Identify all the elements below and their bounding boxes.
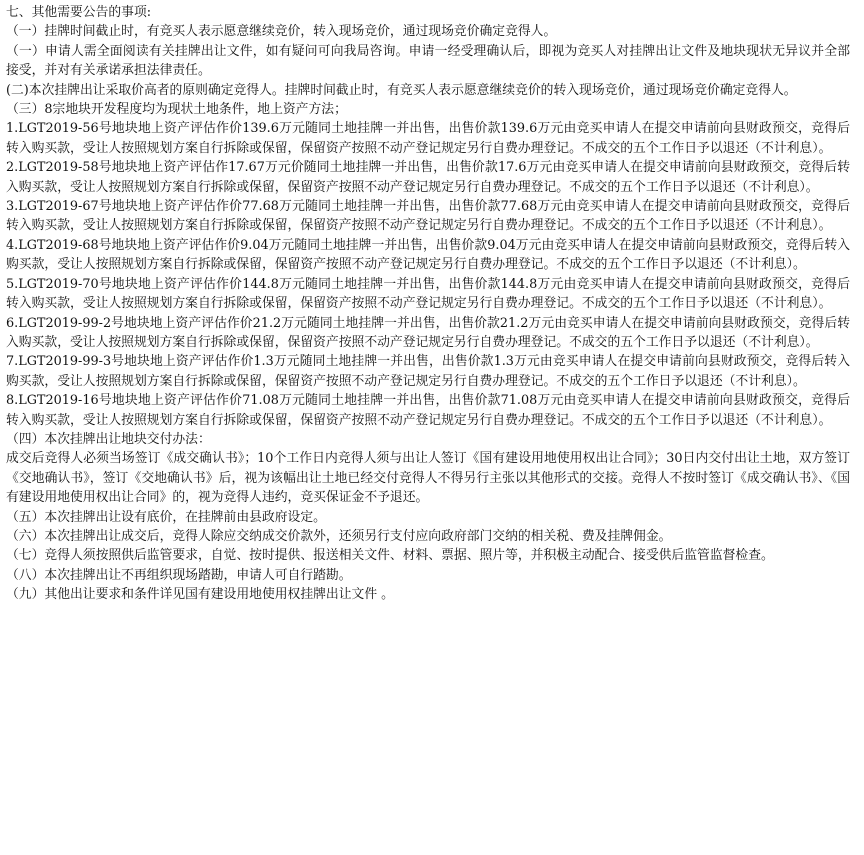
plot-item-3: 3.LGT2019-67号地块地上资产评估作价77.68万元随同土地挂牌一并出售，出售价款77.68万元由竞买申请人在提交申请前向县财政预交，竞得后转入购买款，受让人按照规划方案自行拆除或保留，保留资产按照不动产登记规定另行自费办理登记。不成交的五个工作日予以退还（不计利息）。 [6,199,850,234]
clause-three-development-status: （三）8宗地块开发程度均为现状土地条件，地上资产方法； [6,102,347,118]
plot-item-6: 6.LGT2019-99-2号地块地上资产评估作价21.2万元随同土地挂牌一并出售，出售价款21.2万元由竞买申请人在提交申请前向县财政预交，竞得后转入购买款，受让人按照规划方案自行拆除或保留，保留资产按照不动产登记规定另行自费办理登记。不成交的五个工作日予以退还（不计利息）。 [6,315,850,350]
clause-four-delivery-heading: （四）本次挂牌出让地块交付办法： [6,431,211,447]
clause-four-delivery-body: 成交后竞得人必须当场签订《成交确认书》；10个工作日内竞得人须与出让人签订《国有建设用地使用权出让合同》；30日内交付出让土地，双方签订《交地确认书》，签订《交地确认书》后，视为该幅出让土地已经交付竞得人不得另行主张以其他形式的交接。竞得人不按时签订《成交确认书》、《国有建设用地使用权出让合同》的，视为竞得人违约，竞买保证金不予退还。 [6,451,850,506]
clause-nine-other-terms: （九）其他出让要求和条件详见国有建设用地使用权挂牌出让文件 。 [6,587,394,603]
clause-a-live-bidding: （一）挂牌时间截止时，有竞买人表示愿意继续竞价，转入现场竞价，通过现场竞价确定竞得人。 [6,24,557,40]
clause-seven-supervision: （七）竞得人须按照供后监管要求，自觉、按时提供、报送相关文件、材料、票据、照片等，并积极主动配合、接受供后监管监督检查。 [6,548,774,564]
clause-one-read-documents: （一）申请人需全面阅读有关挂牌出让文件，如有疑问可向我局咨询。申请一经受理确认后，即视为竞买人对挂牌出让文件及地块现状无异议并全部接受，并对有关承诺承担法律责任。 [6,43,850,79]
clause-two-highest-price: (二)本次挂牌出让采取价高者的原则确定竞得人。挂牌时间截止时，有竞买人表示愿意继续竞价的转入现场竞价，通过现场竞价确定竞得人。 [6,82,797,98]
plot-item-2: 2.LGT2019-58号地块地上资产评估作17.67万元价随同土地挂牌一并出售，出售价款17.6万元由竞买申请人在提交申请前向县财政预交，竞得后转入购买款，受让人按照规划方案自行拆除或保留，保留资产按照不动产登记规定另行自费办理登记。不成交的五个工作日予以退还（不计利息）。 [6,160,850,195]
plot-item-5: 5.LGT2019-70号地块地上资产评估作价144.8万元随同土地挂牌一并出售，出售价款144.8万元由竞买申请人在提交申请前向县财政预交，竞得后转入购买款，受让人按照规划方案自行拆除或保留，保留资产按照不动产登记规定另行自费办理登记。不成交的五个工作日予以退还（不计利息）。 [6,276,850,312]
clause-eight-site-visit: （八）本次挂牌出让不再组织现场踏勘，申请人可自行踏勘。 [6,567,352,583]
clause-six-taxes-fees: （六）本次挂牌出让成交后，竞得人除应交纳成交价款外，还须另行支付应向政府部门交纳的相关税、费及挂牌佣金。 [6,528,672,544]
plot-item-4: 4.LGT2019-68号地块地上资产评估作价9.04万元随同土地挂牌一并出售，出售价款9.04万元由竞买申请人在提交申请前向县财政预交，竞得后转入购买款，受让人按照规划方案自行拆除或保留，保留资产按照不动产登记规定另行自费办理登记。不成交的五个工作日予以退还（不计利息）。 [6,237,850,273]
plot-item-8: 8.LGT2019-16号地块地上资产评估作价71.08万元随同土地挂牌一并出售，出售价款71.08万元由竞买申请人在提交申请前向县财政预交，竞得后转入购买款，受让人按照规划方案自行拆除或保留，保留资产按照不动产登记规定另行自费办理登记。不成交的五个工作日予以退还（不计利息）。 [6,393,850,428]
plot-item-1: 1.LGT2019-56号地块地上资产评估作价139.6万元随同土地挂牌一并出售，出售价款139.6万元由竞买申请人在提交申请前向县财政预交，竞得后转入购买款，受让人按照规划方案自行拆除或保留，保留资产按照不动产登记规定另行自费办理登记。不成交的五个工作日予以退还（不计利息）。 [6,121,850,156]
plot-item-7: 7.LGT2019-99-3号地块地上资产评估作价1.3万元随同土地挂牌一并出售，出售价款1.3万元由竞买申请人在提交申请前向县财政预交，竞得后转入购买款，受让人按照规划方案自行拆除或保留，保留资产按照不动产登记规定另行自费办理登记。不成交的五个工作日予以退还（不计利息）。 [6,354,850,389]
clause-five-reserve-price: （五）本次挂牌出让设有底价，在挂牌前由县政府设定。 [6,509,326,525]
section-heading: 七、其他需要公告的事项: [6,5,152,20]
